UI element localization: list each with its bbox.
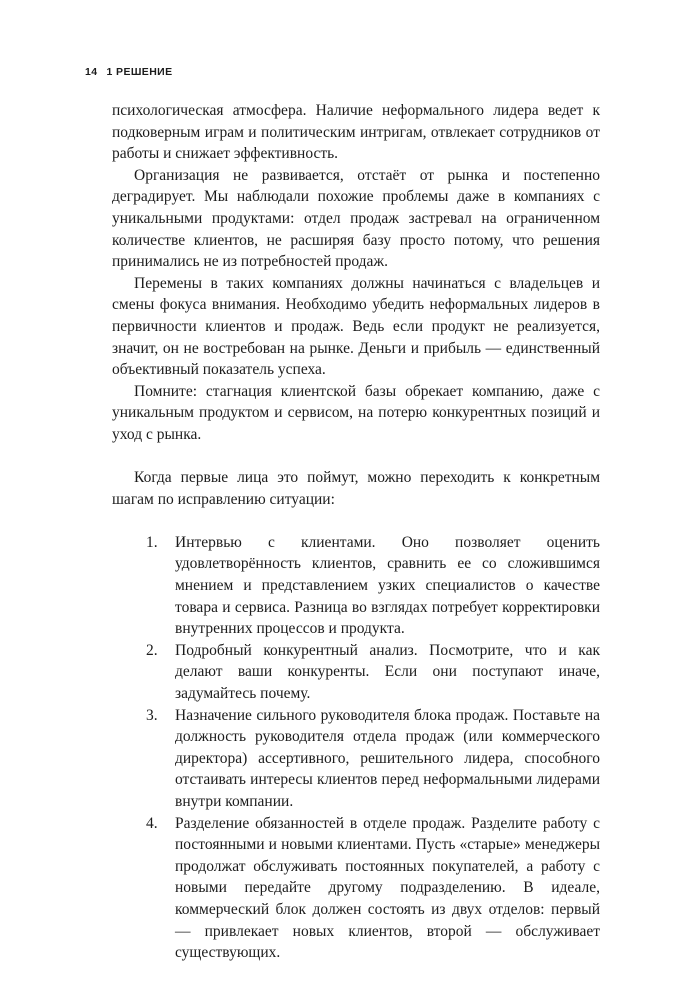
list-item-number: 4. — [146, 814, 158, 832]
running-head — [85, 66, 173, 78]
list-item-text: Интервью с клиентами. Оно позволяет оценить удовлетворённость клиентов, сравнить ее со сложившимся мнением и представлением узких специалистов о качестве товара и сервиса. Разница во взглядах потребует корректировки внутренних процессов и продукта. — [175, 533, 600, 638]
page-number: 14 — [85, 66, 98, 78]
chapter-title: 1 РЕШЕНИЕ — [106, 66, 173, 78]
list-item-number: 1. — [146, 533, 158, 551]
intro-paragraph: Когда первые лица это поймут, можно переходить к конкретным шагам по исправлению ситуации: — [112, 469, 600, 508]
list-item-text: Разделение обязанностей в отделе продаж. Разделите работу с постоянными и новыми клиентами. Пусть «старые» менеджеры продолжат обслуживать постоянных покупателей, а работу с новыми передайте другому подразделению. В идеале, коммерческий блок должен состоять из двух отделов: первый — привлекает новых клиентов, второй — обслуживает существующих. — [175, 814, 600, 962]
paragraph: Помните: стагнация клиентской базы обрекает компанию, даже с уникальным продуктом и сервисом, на потерю конкурентных позиций и уход с рынка. — [112, 382, 600, 443]
list-item-number: 3. — [146, 706, 158, 724]
list-item — [112, 813, 600, 964]
list-item — [112, 532, 600, 640]
list-item — [112, 640, 600, 705]
paragraph: психологическая атмосфера. Наличие неформального лидера ведет к подковерным играм и политическим интригам, отвлекает сотрудников от работы и снижает эффективность. — [112, 102, 600, 163]
steps-list — [112, 532, 600, 964]
list-item-text: Подробный конкурентный анализ. Посмотрите, что и как делают ваши конкуренты. Если они поступают иначе, задумайтесь почему. — [175, 641, 600, 703]
list-item-text: Назначение сильного руководителя блока продаж. Поставьте на должность руководителя отдела продаж (или коммерческого директора) ассертивного, решительного лидера, способного отстаивать интересы клиентов перед неформальными лидерами внутри компании. — [175, 706, 600, 810]
body-text — [112, 100, 600, 964]
list-item — [112, 705, 600, 813]
paragraph: Перемены в таких компаниях должны начинаться с владельцев и смены фокуса внимания. Необходимо убедить неформальных лидеров в первичности клиентов и продаж. Ведь если продукт не реализуется, значит, он не востребован на рынке. Деньги и прибыль — единственный объективный показатель успеха. — [112, 274, 600, 379]
list-item-number: 2. — [146, 641, 158, 659]
paragraph: Организация не развивается, отстаёт от рынка и постепенно деградирует. Мы наблюдали похожие проблемы даже в компаниях с уникальными продуктами: отдел продаж застревал на ограниченном количестве клиентов, не расширяя базу просто потому, что решения принимались не из потребностей продаж. — [112, 166, 600, 271]
